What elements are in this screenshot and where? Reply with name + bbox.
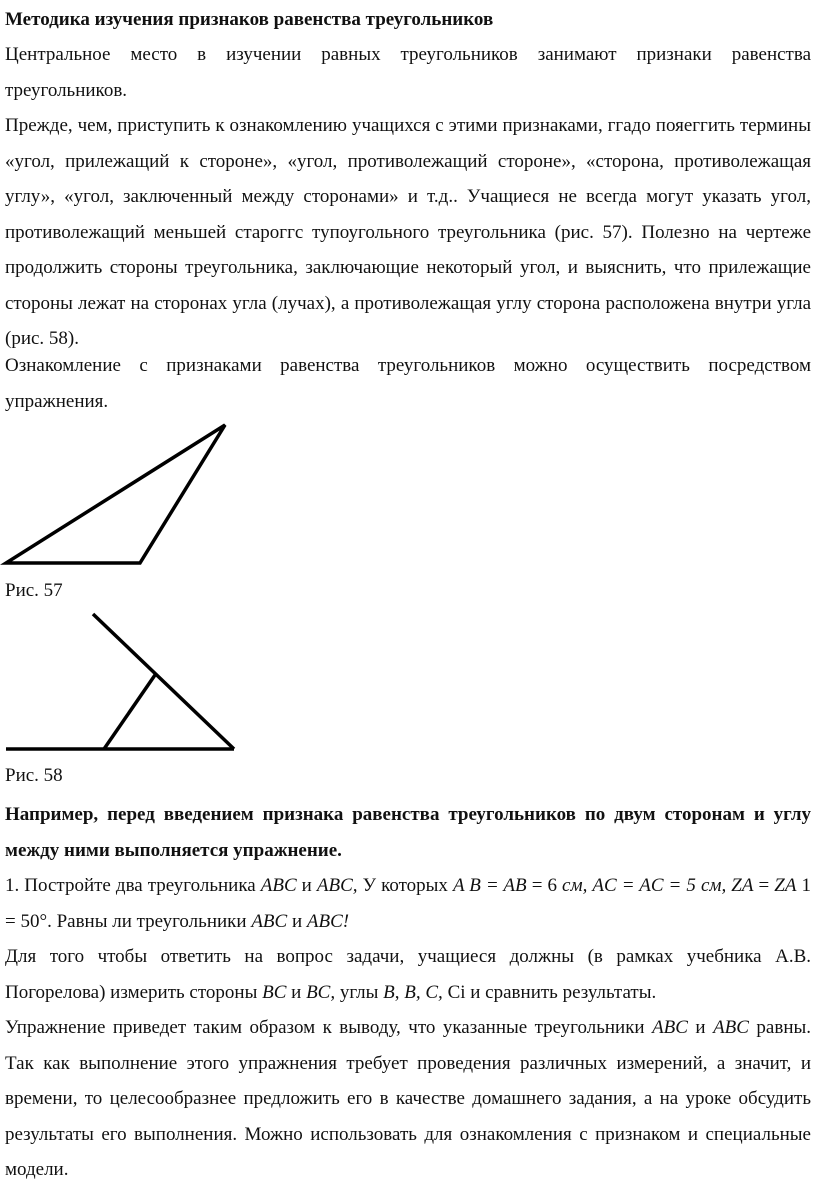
figure-57-caption: Рис. 57 [5,580,63,601]
angle-ray-slanted [93,614,234,749]
paragraph-exercise-intro: Ознакомление с признаками равенства треугольников можно осуществить посредством упражнения. [5,355,811,412]
paragraph-terms: Прежде, чем, приступить к ознакомлению учащихся с этими признаками, ггадо пояеггить термины «угол, прилежащий к стороне», «угол, противолежащий стороне», «сторона, противолежащая углу», «угол, заключенный между сторонами» и т.д.. Учащиеся не всегда могут указать угол, противолежащий меньшей староггс тупоугольного треугольника (рис. 57). Полезно на чертеже продолжить стороны треугольника, заключающие некоторый угол, и выяснить, что прилежащие стороны лежат на сторонах угла (лучах), а противолежащая углу сторона расположена внутри угла (рис. 58). [5,115,811,349]
exercise-1: 1. Постройте два треугольника ABC и ABC, У которых A B = AB = 6 см, AC = AC = 5 см, ZA = ZA 1 = 50°. Равны ли треугольники ABC и ABC! [5,875,812,932]
paragraph-conclusion: Упражнение приведет таким образом к выводу, что указанные треугольники ABC и ABC равны. Так как выполнение этого упражнения требует проведения различных измерений, а значит, и времени, то целесообразнее предложить его в качестве домашнего задания, а на уроке обсудить результаты его выполнения. Можно использовать для ознакомления с признаком и специальные модели. [5,1017,812,1180]
figure-57-triangle [0,415,240,570]
opposite-side [104,675,155,749]
section-title: Методика изучения признаков равенства треугольников [5,9,494,30]
figure-58-angle [0,605,245,755]
example-heading: Например, перед введением признака равенства треугольников по двум сторонам и углу между ними выполняется упражнение. [5,804,811,861]
paragraph-intro: Центральное место в изучении равных треугольников занимают признаки равенства треугольников. [5,44,811,101]
figure-58-caption: Рис. 58 [5,765,63,786]
paragraph-answer: Для того чтобы ответить на вопрос задачи, учащиеся должны (в рамках учебника А.В. Погорелова) измерить стороны BC и BC, углы B, B, C, Сі и сравнить результаты. [5,946,811,1003]
obtuse-triangle-shape [6,425,225,563]
